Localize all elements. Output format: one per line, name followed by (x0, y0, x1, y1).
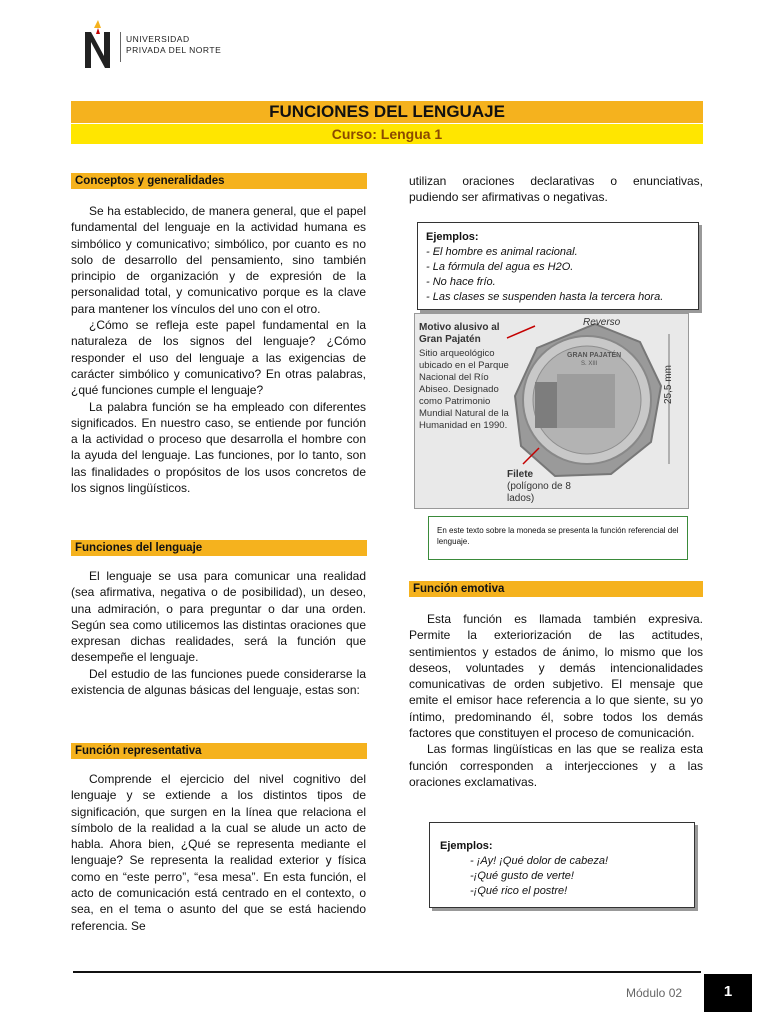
funciones-paragraph-1: El lenguaje se usa para comunicar una realidad (sea afirmativa, negativa o de posibilidad), un deseo, una admiración, o para preguntar o dar una orden. Según sea como utilicemos las distintas oraciones que expresan dichas realidades, será la función que desempeñe el lenguaje. (71, 569, 366, 665)
examples-list (440, 854, 684, 899)
conceptos-text (71, 203, 366, 496)
funciones-text (71, 568, 366, 698)
coin-annotation (419, 322, 514, 432)
examples-title: Ejemplos: (440, 840, 493, 852)
course-subtitle: Curso: Lengua 1 (71, 124, 703, 144)
coin-caption: En este texto sobre la moneda se presenta la función referencial del lenguaje. (428, 516, 688, 560)
example-item: - El hombre es animal racional. (426, 246, 578, 258)
representativa-text (71, 771, 366, 934)
coin-inscription: GRAN PAJATÉN (567, 352, 622, 359)
examples-box-representativa (417, 222, 699, 310)
continuation-text (409, 173, 703, 206)
page-number: 1 (704, 974, 752, 1012)
funciones-paragraph-2: Del estudio de las funciones puede considerarse la existencia de algunas básicas del lenguaje, estas son: (71, 666, 366, 698)
examples-list (426, 245, 690, 305)
footer-rule (73, 971, 701, 973)
example-item: - Las clases se suspenden hasta la tercera hora. (426, 291, 664, 303)
example-item: -¡Qué rico el postre! (470, 885, 568, 897)
section-heading-conceptos: Conceptos y generalidades (71, 173, 367, 189)
example-item: - No hace frío. (426, 276, 496, 288)
example-item: - ¡Ay! ¡Qué dolor de cabeza! (470, 855, 609, 867)
continuation-paragraph: utilizan oraciones declarativas o enunciativas, pudiendo ser afirmativas o negativas. (409, 174, 703, 205)
example-item: - La fórmula del agua es H2O. (426, 261, 574, 273)
conceptos-paragraph-3: La palabra función se ha empleado con diferentes significados. En nuestro caso, se entiende por función a la actividad o proceso que desarrolla el hombre con la ayuda del lenguaje. Las funciones, por lo tanto, son las finalidades o propósitos de los usos concretos de los signos lingüísticos. (71, 399, 366, 496)
example-item: -¡Qué gusto de verte! (470, 870, 574, 882)
emotiva-paragraph-2: Las formas lingüísticas en las que se realiza esta función corresponden a interjecciones y a las oraciones exclamativas. (409, 742, 703, 789)
logo-text (126, 34, 221, 56)
emotiva-paragraph-1: Esta función es llamada también expresiva. Permite la exteriorización de las actitudes, sentimientos y estados de ánimo, lo mismo que los deseos, voluntades y demás intencionalidades comunicativas de orden subjetivo. El mensaje que emite el emisor hace referencia a lo que siente, su yo íntimo, predominando él, sobre todos los demás factores que constituyen el proceso de comunicación. (409, 612, 703, 741)
document-title: FUNCIONES DEL LENGUAJE (71, 101, 703, 123)
coin-filete-title: Filete (507, 469, 534, 480)
examples-title: Ejemplos: (426, 231, 479, 243)
university-logo (80, 20, 250, 72)
coin-reverso-label: Reverso (583, 317, 621, 328)
conceptos-paragraph-1: Se ha establecido, de manera general, que el papel fundamental del lenguaje en la actividad humana es simbólico y comunicativo; simbólico, por cuanto es no solo de desarrollo del pensamiento, sino también principio de organización y de expresión de la personalidad total, y comunicativo porque es la clave para mantener los vínculos del uno con el otro. (71, 204, 366, 316)
upn-logo-icon (80, 20, 116, 72)
logo-divider (120, 32, 121, 62)
footer-module-label: Módulo 02 (626, 986, 683, 1000)
emotiva-text (409, 611, 703, 790)
logo-line-2: PRIVADA DEL NORTE (126, 45, 222, 55)
coin-image (414, 313, 689, 509)
section-heading-funciones: Funciones del lenguaje (71, 540, 367, 556)
coin-annotation-body: Sitio arqueológico ubicado en el Parque Nacional del Río Abiseo. Designado como Patrimonio Mundial Natural de la Humanidad en 1990. (419, 348, 509, 431)
section-heading-emotiva: Función emotiva (409, 581, 703, 597)
coin-size-label: 25,5 mm (663, 365, 674, 404)
logo-line-1: UNIVERSIDAD (126, 34, 190, 44)
examples-box-emotiva (429, 822, 695, 908)
coin-filete-body: (polígono de 8 lados) (507, 481, 571, 504)
coin-filete-annotation (507, 469, 577, 505)
coin-inscription-sub: S. XIII (581, 361, 598, 367)
conceptos-paragraph-2: ¿Cómo se refleja este papel fundamental en la naturaleza de los signos del lenguaje? ¿Cómo responder el uso del lenguaje a las exigencias de carácter simbólico y comunicativo? En otras palabras, ¿qué funciones cumple el lenguaje? (71, 318, 366, 398)
coin-annotation-title: Motivo alusivo al Gran Pajatén (419, 322, 500, 345)
section-heading-representativa: Función representativa (71, 743, 367, 759)
representativa-paragraph-1: Comprende el ejercicio del nivel cognitivo del lenguaje y se extiende a los distintos tipos de significación, que surgen en la línea que relaciona el símbolo de la realidad a la cual se alude un acto de habla. Ahora bien, ¿Qué se representa mediante el lenguaje? Se representa la realidad exterior y física como en “este perro”, “esa mesa”. En esta función, el acto de comunicación está centrado en el contexto, o sea, en el tema o asunto del que se está haciendo referencia. Se (71, 772, 366, 933)
